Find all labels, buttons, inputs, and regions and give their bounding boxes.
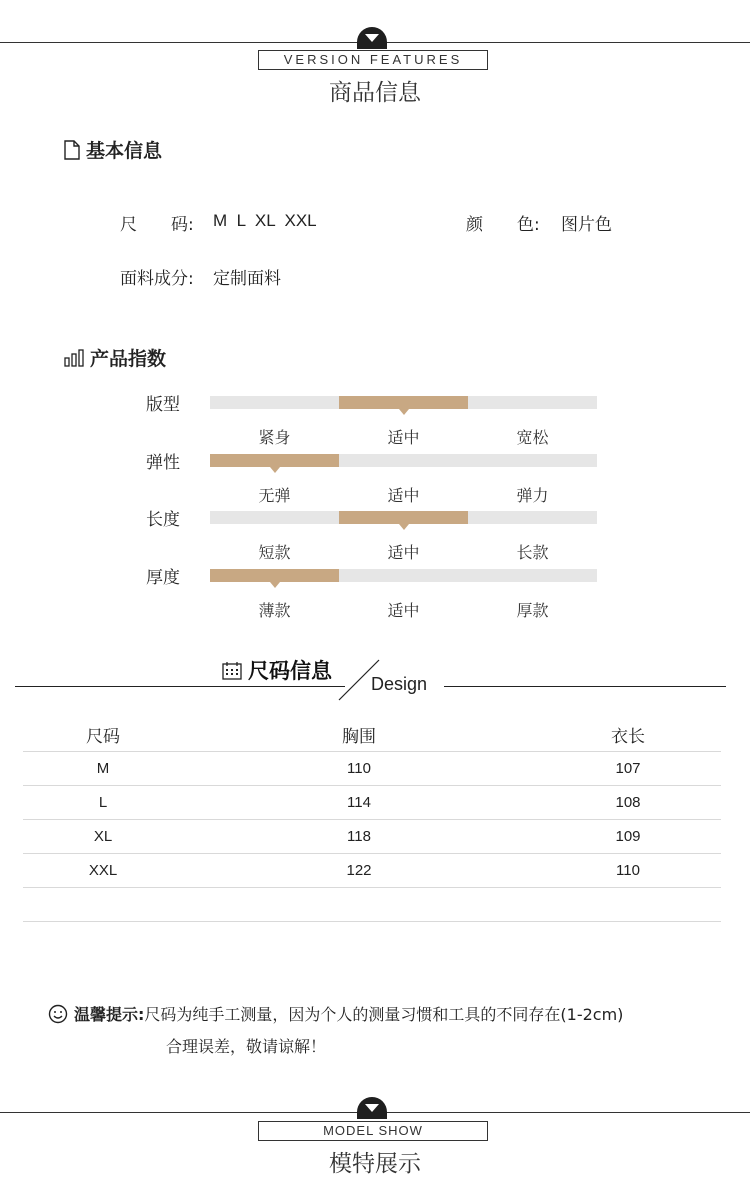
size-info-title: 尺码信息	[248, 659, 332, 683]
size-divider-left	[15, 686, 345, 687]
smiley-icon	[48, 1004, 68, 1024]
index-label: 厚度	[146, 568, 180, 588]
cell-length: 107	[535, 752, 721, 786]
footer-title-cn: 模特展示	[329, 1151, 421, 1177]
index-option: 弹力	[516, 486, 549, 505]
cell-chest: 110	[183, 752, 535, 786]
index-track	[210, 454, 597, 467]
index-option: 薄款	[258, 601, 291, 620]
product-index-heading	[64, 344, 166, 371]
cell-length: 109	[535, 820, 721, 854]
cell-size: XL	[23, 820, 183, 854]
size-info-heading	[222, 655, 332, 685]
size-table	[23, 717, 721, 922]
fabric-label: 面料成分:	[120, 269, 194, 289]
index-option: 适中	[387, 543, 420, 562]
basic-info-heading	[64, 136, 162, 163]
index-option: 适中	[387, 486, 420, 505]
index-marker	[210, 569, 339, 582]
table-row-empty	[23, 888, 721, 922]
bar-chart-icon	[64, 349, 84, 367]
cell-chest: 118	[183, 820, 535, 854]
basic-info-title: 基本信息	[86, 140, 163, 162]
cell-size: XXL	[23, 854, 183, 888]
cell-chest: 122	[183, 854, 535, 888]
tip-text-2: 合理误差，敬请谅解！	[166, 1037, 327, 1056]
size-divider-right	[444, 686, 726, 687]
cell-size: L	[23, 786, 183, 820]
index-track	[210, 511, 597, 524]
col-length: 衣长	[535, 717, 721, 752]
index-track	[210, 396, 597, 409]
index-option: 紧身	[258, 428, 291, 447]
index-marker	[210, 454, 339, 467]
index-option: 适中	[387, 428, 420, 447]
size-label: 尺 码:	[120, 215, 194, 235]
table-row	[23, 752, 721, 786]
product-index-title: 产品指数	[90, 348, 167, 370]
index-option: 厚款	[516, 601, 549, 620]
tip-text-1: 尺码为纯手工测量，因为个人的测量习惯和工具的不同存在(1-2cm)	[144, 1005, 624, 1024]
table-row	[23, 786, 721, 820]
index-label: 弹性	[146, 453, 180, 473]
cell-chest: 114	[183, 786, 535, 820]
footer-title-en: MODEL SHOW	[258, 1121, 488, 1141]
cell-size: M	[23, 752, 183, 786]
index-option: 长款	[516, 543, 549, 562]
document-icon	[64, 140, 80, 160]
cell-length: 110	[535, 854, 721, 888]
index-option: 宽松	[516, 428, 549, 447]
col-chest: 胸围	[183, 717, 535, 752]
index-marker	[339, 511, 468, 524]
index-option: 适中	[387, 601, 420, 620]
index-option: 无弹	[258, 486, 291, 505]
chevron-down-icon	[365, 34, 379, 42]
index-track	[210, 569, 597, 582]
index-label: 版型	[146, 395, 180, 415]
index-marker	[339, 396, 468, 409]
calendar-icon	[222, 661, 242, 680]
tip-line-1	[48, 1002, 623, 1025]
fabric-value: 定制面料	[213, 269, 281, 289]
chevron-down-icon	[365, 1104, 379, 1112]
size-value: M L XL XXL	[213, 211, 317, 230]
header-title-cn: 商品信息	[329, 80, 421, 106]
col-size: 尺码	[23, 717, 183, 752]
index-option: 短款	[258, 543, 291, 562]
color-value: 图片色	[561, 215, 612, 235]
header-title-en: VERSION FEATURES	[258, 50, 488, 70]
cell-length: 108	[535, 786, 721, 820]
size-table-header	[23, 717, 721, 752]
table-row	[23, 820, 721, 854]
index-label: 长度	[146, 510, 180, 530]
table-row	[23, 854, 721, 888]
design-label: Design	[371, 674, 428, 694]
tip-label: 温馨提示:	[74, 1005, 145, 1024]
color-label: 颜 色:	[466, 215, 540, 235]
